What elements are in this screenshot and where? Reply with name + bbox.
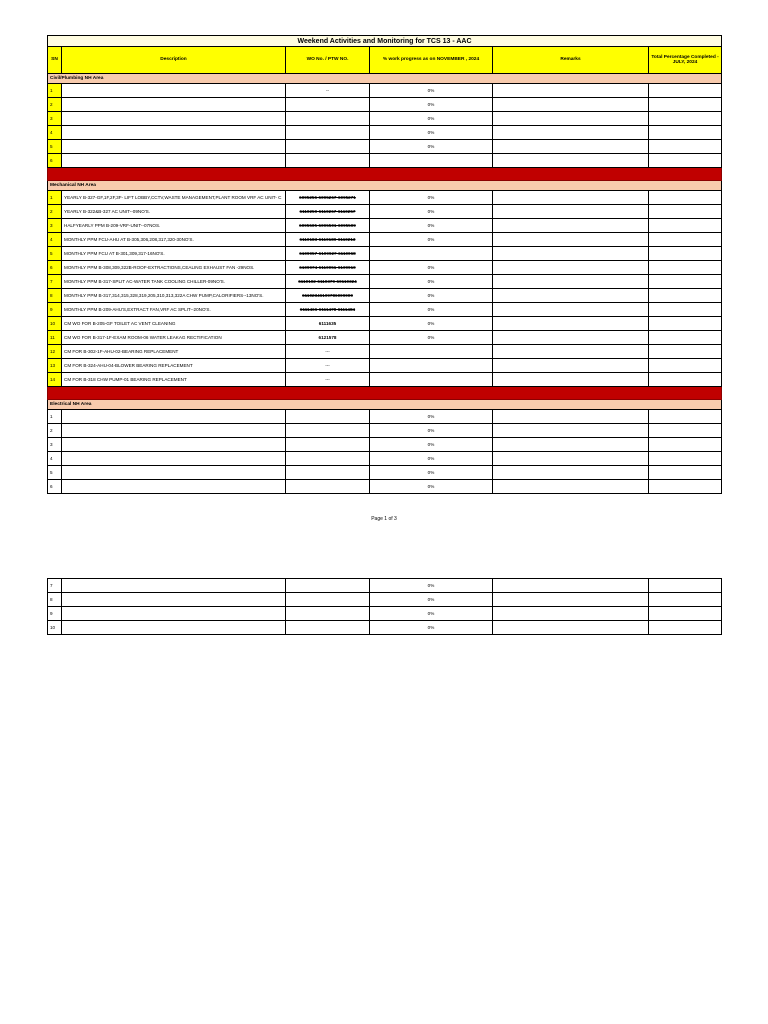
sn-cell: 6 bbox=[48, 480, 62, 494]
total-cell bbox=[649, 126, 722, 140]
sn-cell: 4 bbox=[48, 233, 62, 247]
total-cell bbox=[649, 247, 722, 261]
total-cell bbox=[649, 466, 722, 480]
table-row bbox=[48, 466, 722, 480]
progress-cell: 0% bbox=[370, 466, 493, 480]
progress-cell: 0% bbox=[370, 205, 493, 219]
remarks-cell bbox=[493, 261, 649, 275]
progress-cell: 0% bbox=[370, 303, 493, 317]
remarks-cell bbox=[493, 359, 649, 373]
sn-cell: 14 bbox=[48, 373, 62, 387]
description-cell bbox=[62, 579, 286, 593]
description-cell: CM FOR B-318 CHW PUMP-01 BEARING REPLACEMENT bbox=[62, 373, 286, 387]
progress-cell: 0% bbox=[370, 410, 493, 424]
sn-cell: 6 bbox=[48, 154, 62, 168]
sn-cell: 3 bbox=[48, 219, 62, 233]
table-row bbox=[48, 579, 722, 593]
progress-cell: 0% bbox=[370, 331, 493, 345]
progress-cell: 0% bbox=[370, 112, 493, 126]
table-row bbox=[48, 275, 722, 289]
description-cell bbox=[62, 140, 286, 154]
wo-cell bbox=[286, 593, 370, 607]
sn-cell: 6 bbox=[48, 261, 62, 275]
remarks-cell bbox=[493, 438, 649, 452]
remarks-cell bbox=[493, 480, 649, 494]
remarks-cell bbox=[493, 233, 649, 247]
remarks-cell bbox=[493, 98, 649, 112]
sn-cell: 4 bbox=[48, 452, 62, 466]
remarks-cell bbox=[493, 247, 649, 261]
header-description: Description bbox=[62, 47, 286, 74]
progress-cell bbox=[370, 154, 493, 168]
remarks-cell bbox=[493, 331, 649, 345]
progress-cell: 0% bbox=[370, 424, 493, 438]
table-row bbox=[48, 424, 722, 438]
wo-cell bbox=[286, 410, 370, 424]
remarks-cell bbox=[493, 275, 649, 289]
progress-cell: 0% bbox=[370, 607, 493, 621]
remarks-cell bbox=[493, 84, 649, 98]
progress-cell: 0% bbox=[370, 219, 493, 233]
wo-cell bbox=[286, 112, 370, 126]
wo-cell bbox=[286, 466, 370, 480]
total-cell bbox=[649, 154, 722, 168]
table-row bbox=[48, 345, 722, 359]
total-cell bbox=[649, 191, 722, 205]
total-cell bbox=[649, 275, 722, 289]
wo-cell bbox=[286, 579, 370, 593]
description-cell: HALFYEARLY PPM B-209-VRF-UNIT--07NOS. bbox=[62, 219, 286, 233]
progress-cell: 0% bbox=[370, 140, 493, 154]
wo-cell: --- bbox=[286, 373, 370, 387]
wo-cell bbox=[286, 607, 370, 621]
description-cell: MONTHLY PPM B-317,314,315,328,319,205,310,313,322A CHW PUMP,CALORIFIERS--13NO'S. bbox=[62, 289, 286, 303]
sn-cell: 3 bbox=[48, 112, 62, 126]
remarks-cell bbox=[493, 593, 649, 607]
section-label: Electrical NH Area bbox=[48, 400, 722, 410]
progress-cell: 0% bbox=[370, 480, 493, 494]
remarks-cell bbox=[493, 345, 649, 359]
table-row bbox=[48, 84, 722, 98]
progress-cell: 0% bbox=[370, 289, 493, 303]
table-row bbox=[48, 452, 722, 466]
description-cell bbox=[62, 466, 286, 480]
sn-cell: 1 bbox=[48, 191, 62, 205]
page-footer: Page 1 of 3 bbox=[371, 516, 397, 522]
description-cell bbox=[62, 607, 286, 621]
remarks-cell bbox=[493, 191, 649, 205]
sn-cell: 13 bbox=[48, 359, 62, 373]
continuation-table bbox=[47, 578, 722, 635]
total-cell bbox=[649, 289, 722, 303]
table-row bbox=[48, 438, 722, 452]
description-cell: MONTHLY PPM B-308,309,322B-ROOF-EXTRACTIONS,CEALING EXHAUST FAN -29NOS. bbox=[62, 261, 286, 275]
table-row bbox=[48, 261, 722, 275]
progress-cell: 0% bbox=[370, 84, 493, 98]
remarks-cell bbox=[493, 303, 649, 317]
sn-cell: 2 bbox=[48, 98, 62, 112]
remarks-cell bbox=[493, 424, 649, 438]
description-cell: MONTHLY PPM B-209-AHU'S,EXTRACT FAN,VRF AC SPLIT--20NO'S. bbox=[62, 303, 286, 317]
description-cell bbox=[62, 126, 286, 140]
table-row bbox=[48, 593, 722, 607]
sn-cell: 2 bbox=[48, 424, 62, 438]
total-cell bbox=[649, 98, 722, 112]
progress-cell: 0% bbox=[370, 98, 493, 112]
progress-cell: 0% bbox=[370, 233, 493, 247]
description-cell bbox=[62, 410, 286, 424]
progress-cell: 0% bbox=[370, 261, 493, 275]
wo-cell bbox=[286, 452, 370, 466]
sn-cell: 5 bbox=[48, 466, 62, 480]
wo-cell: 6109974-6110051-6109910 bbox=[286, 261, 370, 275]
wo-cell bbox=[286, 140, 370, 154]
remarks-cell bbox=[493, 317, 649, 331]
progress-cell: 0% bbox=[370, 317, 493, 331]
remarks-cell bbox=[493, 126, 649, 140]
sn-cell: 11 bbox=[48, 331, 62, 345]
description-cell: CM FOR B-302-1F-AHU-02-BEARING REPLACEMENT bbox=[62, 345, 286, 359]
total-cell bbox=[649, 84, 722, 98]
table-row bbox=[48, 219, 722, 233]
wo-cell: 6111635 bbox=[286, 317, 370, 331]
table-row bbox=[48, 247, 722, 261]
table-row bbox=[48, 607, 722, 621]
description-cell bbox=[62, 98, 286, 112]
table-row bbox=[48, 191, 722, 205]
sn-cell: 5 bbox=[48, 140, 62, 154]
header-row bbox=[48, 47, 722, 74]
total-cell bbox=[649, 140, 722, 154]
progress-cell: 0% bbox=[370, 593, 493, 607]
wo-cell bbox=[286, 126, 370, 140]
section-label: Civil/Plumbing NH Area bbox=[48, 74, 722, 84]
description-cell bbox=[62, 621, 286, 635]
remarks-cell bbox=[493, 373, 649, 387]
total-cell bbox=[649, 359, 722, 373]
wo-cell: 61102346109786009000 bbox=[286, 289, 370, 303]
description-cell bbox=[62, 480, 286, 494]
wo-cell: 6110259-6110267-6110257 bbox=[286, 205, 370, 219]
total-cell bbox=[649, 331, 722, 345]
remarks-cell bbox=[493, 289, 649, 303]
remarks-cell bbox=[493, 154, 649, 168]
wo-cell: 6109957-6109927-6110068 bbox=[286, 247, 370, 261]
wo-cell bbox=[286, 154, 370, 168]
table-row bbox=[48, 331, 722, 345]
total-cell bbox=[649, 410, 722, 424]
total-cell bbox=[649, 593, 722, 607]
progress-cell: 0% bbox=[370, 438, 493, 452]
sn-cell: 9 bbox=[48, 303, 62, 317]
total-cell bbox=[649, 452, 722, 466]
total-cell bbox=[649, 233, 722, 247]
total-cell bbox=[649, 621, 722, 635]
remarks-cell bbox=[493, 112, 649, 126]
table-row bbox=[48, 480, 722, 494]
sn-cell: 7 bbox=[48, 275, 62, 289]
wo-cell: 6095505-6095501-6095509 bbox=[286, 219, 370, 233]
section-mechanical bbox=[48, 181, 722, 191]
table-row bbox=[48, 140, 722, 154]
total-cell bbox=[649, 424, 722, 438]
wo-cell: 6110102-6110379-60110324 bbox=[286, 275, 370, 289]
header-wo: WO No. / PTW NO. bbox=[286, 47, 370, 74]
remarks-cell bbox=[493, 621, 649, 635]
remarks-cell bbox=[493, 410, 649, 424]
total-cell bbox=[649, 480, 722, 494]
sn-cell: 5 bbox=[48, 247, 62, 261]
sn-cell: 8 bbox=[48, 289, 62, 303]
wo-cell bbox=[286, 621, 370, 635]
table-row bbox=[48, 303, 722, 317]
table-row bbox=[48, 410, 722, 424]
wo-cell bbox=[286, 98, 370, 112]
table-row bbox=[48, 112, 722, 126]
total-cell bbox=[649, 373, 722, 387]
total-cell bbox=[649, 219, 722, 233]
total-cell bbox=[649, 345, 722, 359]
table-row bbox=[48, 98, 722, 112]
description-cell: YEARLY B-322&B-327 AC UNIT--09NO'S. bbox=[62, 205, 286, 219]
monitoring-table bbox=[47, 35, 722, 494]
header-sn: SN bbox=[48, 47, 62, 74]
table-row bbox=[48, 154, 722, 168]
remarks-cell bbox=[493, 140, 649, 154]
header-progress: % work progress as on NOVEMBER , 2024 bbox=[370, 47, 493, 74]
wo-cell: --- bbox=[286, 359, 370, 373]
progress-cell bbox=[370, 373, 493, 387]
sn-cell: 10 bbox=[48, 621, 62, 635]
remarks-cell bbox=[493, 205, 649, 219]
progress-cell bbox=[370, 345, 493, 359]
section-label: Mechanical NH Area bbox=[48, 181, 722, 191]
wo-cell: 6095256-6095267-6095271 bbox=[286, 191, 370, 205]
progress-cell: 0% bbox=[370, 191, 493, 205]
sn-cell: 8 bbox=[48, 593, 62, 607]
description-cell: MONTHLY PPM B-317-SPLIT AC-WATER TANK COOLING CHILLER-09NO'S. bbox=[62, 275, 286, 289]
sn-cell: 4 bbox=[48, 126, 62, 140]
wo-cell: 6111466-6111478-6111484 bbox=[286, 303, 370, 317]
header-total: Total Percentage Completed - JULY, 2024 bbox=[649, 47, 722, 74]
sn-cell: 2 bbox=[48, 205, 62, 219]
description-cell: CM FOR B-324-AHU-04-BLOWER BEARING REPLACEMENT bbox=[62, 359, 286, 373]
section-civil bbox=[48, 74, 722, 84]
description-cell: YEARLY B-327-GF,1F,2F,3F- LIFT LOBBY,CCTV,WASTE MANAGEMENT,PLANT ROOM VRF AC UNIT- C bbox=[62, 191, 286, 205]
table-row bbox=[48, 373, 722, 387]
remarks-cell bbox=[493, 219, 649, 233]
table-row bbox=[48, 205, 722, 219]
progress-cell: 0% bbox=[370, 579, 493, 593]
separator-row bbox=[48, 168, 722, 181]
wo-cell bbox=[286, 438, 370, 452]
description-cell bbox=[62, 593, 286, 607]
title-row bbox=[48, 36, 722, 47]
table-row bbox=[48, 317, 722, 331]
sn-cell: 1 bbox=[48, 84, 62, 98]
table-row bbox=[48, 126, 722, 140]
sn-cell: 12 bbox=[48, 345, 62, 359]
total-cell bbox=[649, 438, 722, 452]
description-cell: CM WO FOR B-205-GF TOILET AC VENT CLEANING bbox=[62, 317, 286, 331]
section-electrical bbox=[48, 400, 722, 410]
total-cell bbox=[649, 303, 722, 317]
description-cell bbox=[62, 154, 286, 168]
description-cell bbox=[62, 84, 286, 98]
total-cell bbox=[649, 112, 722, 126]
wo-cell bbox=[286, 424, 370, 438]
progress-cell bbox=[370, 247, 493, 261]
sn-cell: 7 bbox=[48, 579, 62, 593]
wo-cell: --- bbox=[286, 345, 370, 359]
table-row bbox=[48, 233, 722, 247]
sn-cell: 1 bbox=[48, 410, 62, 424]
description-cell bbox=[62, 452, 286, 466]
description-cell bbox=[62, 438, 286, 452]
remarks-cell bbox=[493, 579, 649, 593]
progress-cell bbox=[370, 359, 493, 373]
description-cell: MONTHLY PPM FCU-AHU AT B-305,306,208,317,320-30NO'S. bbox=[62, 233, 286, 247]
table-row bbox=[48, 359, 722, 373]
wo-cell bbox=[286, 480, 370, 494]
description-cell: MONTHLY PPM FCU AT B-301,309,317-16NO'S. bbox=[62, 247, 286, 261]
remarks-cell bbox=[493, 607, 649, 621]
table-row bbox=[48, 289, 722, 303]
progress-cell: 0% bbox=[370, 126, 493, 140]
progress-cell: 0% bbox=[370, 275, 493, 289]
sn-cell: 9 bbox=[48, 607, 62, 621]
wo-cell: -- bbox=[286, 84, 370, 98]
progress-cell: 0% bbox=[370, 452, 493, 466]
wo-cell: 6121578 bbox=[286, 331, 370, 345]
table-row bbox=[48, 621, 722, 635]
total-cell bbox=[649, 607, 722, 621]
description-cell bbox=[62, 424, 286, 438]
sn-cell: 3 bbox=[48, 438, 62, 452]
header-remarks: Remarks bbox=[493, 47, 649, 74]
description-cell: CM WO FOR B-317-1F-EXAM ROOM-06 WATER LEAKAG RECTIFICATION bbox=[62, 331, 286, 345]
sheet-title: Weekend Activities and Monitoring for TCS 13 - AAC bbox=[48, 36, 722, 47]
total-cell bbox=[649, 261, 722, 275]
wo-cell: 6110183-6110189-6110213 bbox=[286, 233, 370, 247]
description-cell bbox=[62, 112, 286, 126]
remarks-cell bbox=[493, 452, 649, 466]
sn-cell: 10 bbox=[48, 317, 62, 331]
remarks-cell bbox=[493, 466, 649, 480]
total-cell bbox=[649, 317, 722, 331]
total-cell bbox=[649, 205, 722, 219]
progress-cell: 0% bbox=[370, 621, 493, 635]
separator-row bbox=[48, 387, 722, 400]
total-cell bbox=[649, 579, 722, 593]
